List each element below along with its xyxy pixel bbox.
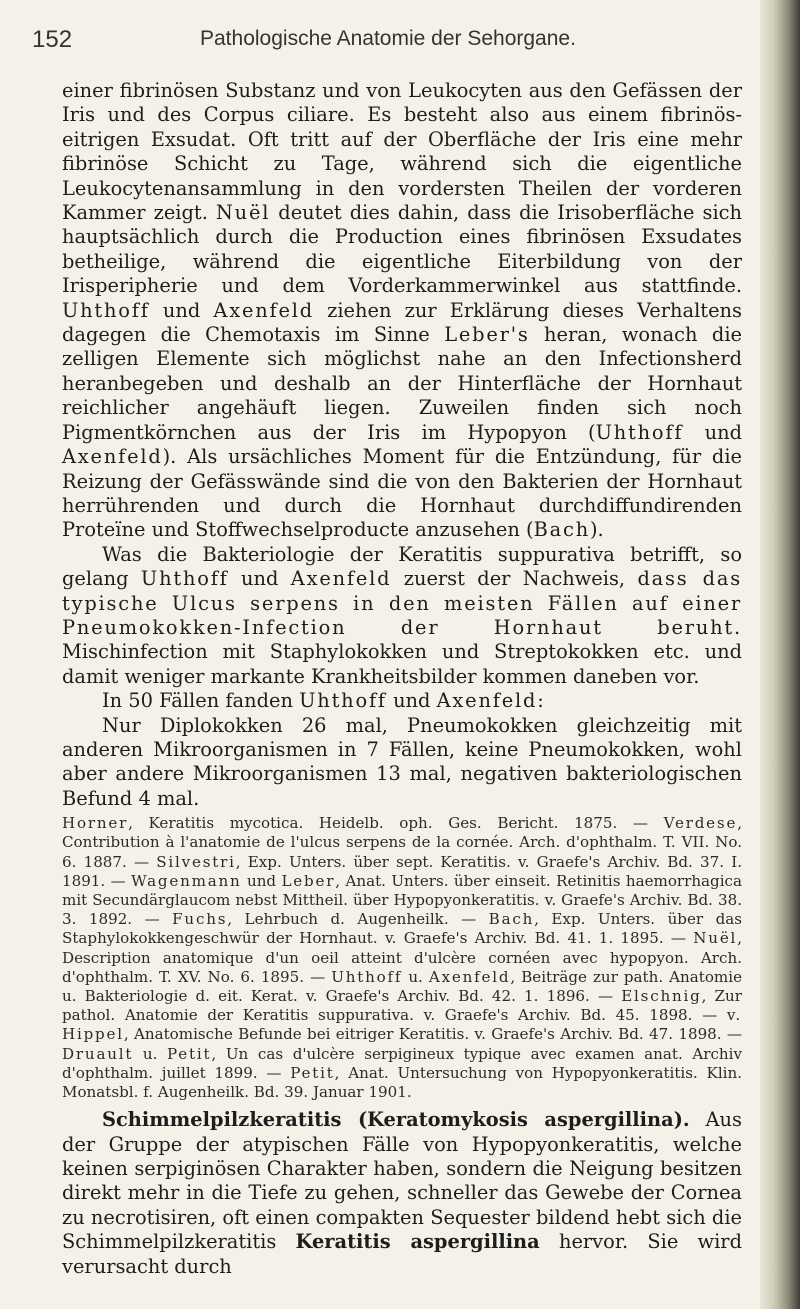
author-name: Axenfeld bbox=[62, 445, 163, 469]
paragraph-aspergillina: Schimmelpilzkeratitis (Keratomykosis aspergillina). Aus der Gruppe der atypischen Fälle von Hypopyonkeratitis, welche keinen serpiginösen Charakter haben, sondern die Neigung besitzen direkt mehr in die Tiefe zu gehen, schneller das Gewebe der Cornea zu necrotisiren, oft einen compakten Sequester bildend hebt sich die Schimmelpilzkeratitis Keratitis aspergillina hervor. Sie wird verursacht durch bbox=[62, 1108, 742, 1278]
paragraph-hypopyon-origin: einer fibrinösen Substanz und von Leukocyten aus den Gefässen der Iris und des Corpus ciliare. Es besteht also aus einem fibrinös-eitrigen Exsudat. Oft tritt auf der Oberfläche der Iris eine mehr fibrinöse Schicht zu Tage, während sich die eigentliche Leukocytenansammlung in den vordersten Theilen der vorderen Kammer zeigt. Nuël deutet dies dahin, dass die Irisoberfläche sich hauptsächlich durch die Production eines fibrinösen Exsudates betheilige, während die eigentliche Eiterbildung von der Irisperipherie und dem Vorderkammerwinkel aus stattfinde. Uhthoff und Axenfeld ziehen zur Erklärung dieses Verhaltens dagegen die Chemotaxis im Sinne Leber's heran, wonach die zelligen Elemente sich möglichst nahe an den Infectionsherd heranbegeben und deshalb an der Hinterfläche der Hornhaut reichlicher angehäuft liegen. Zuweilen finden sich noch Pigmentkörnchen aus der Iris im Hypopyon (Uhthoff und Axenfeld). Als ursächliches Moment für die Entzündung, für die Reizung der Gefässwände sind die von den Bakterien der Hornhaut herrührenden und durch die Hornhaut durchdiffundirenden Proteïne und Stoffwechselproducte anzusehen (Bach). bbox=[62, 79, 743, 542]
section-heading: Schimmelpilzkeratitis (Keratomykosis aspergillina). bbox=[102, 1108, 690, 1132]
author-name: Uhthoff bbox=[62, 298, 150, 322]
literature-references: Horner, Keratitis mycotica. Heidelb. oph. Ges. Bericht. 1875. — Verdese, Contribution à l'anatomie de l'ulcus serpens de la cornée. Arch. d'ophthalm. T. VII. No. 6. 1887. — Silvestri, Exp. Unters. über sept. Keratitis. v. Graefe's Archiv. Bd. 37. I. 1891. — Wagenmann und Leber, Anat. Unters. über einseit. Retinitis haemorrhagica mit Secundärglaucom nebst Mittheil. über Hypopyonkeratitis. v. Graefe's Archiv. Bd. 38. 3. 1892. — Fuchs, Lehrbuch d. Augenheilk. — Bach, Exp. Unters. über das Staphylokokkengeschwür der Hornhaut. v. Graefe's Archiv. Bd. 41. 1. 1895. — Nuël, Description anatomique d'un oeil atteint d'ulcère cornéen avec hypopyon. Arch. d'ophthalm. T. XV. No. 6. 1895. — Uhthoff u. Axenfeld, Beiträge zur path. Anatomie u. Bakteriologie d. eit. Kerat. v. Graefe's Archiv. Bd. 42. 1. 1896. — Elschnig, Zur pathol. Anatomie der Keratitis suppurativa. v. Graefe's Archiv. Bd. 45. 1898. — v. Hippel, Anatomische Befunde bei eitriger Keratitis. v. Graefe's Archiv. Bd. 47. 1898. — Druault u. Petit, Un cas d'ulcère serpigineux typique avec examen anat. Archiv d'ophthalm. juillet 1899. — Petit, Anat. Untersuchung von Hypopyonkeratitis. Klin. Monatsbl. f. Augenheilk. Bd. 39. Januar 1901. bbox=[62, 814, 742, 1102]
author-name: Axenfeld bbox=[290, 567, 392, 591]
author-name: Uhthoff bbox=[595, 420, 684, 444]
author-name: Leber's bbox=[444, 323, 530, 347]
emphasized-finding: dass das typische Ulcus serpens in den meisten Fällen auf einer Pneumokokken-Infection der Hornhaut beruht. bbox=[62, 567, 742, 639]
page-header bbox=[32, 26, 752, 66]
page-number: 152 bbox=[32, 26, 73, 53]
body-text bbox=[62, 79, 742, 1279]
paragraph-cases: In 50 Fällen fanden Uhthoff und Axenfeld: bbox=[102, 689, 544, 713]
page-edge-shadow bbox=[760, 0, 800, 1309]
running-title: Pathologische Anatomie der Sehorgane. bbox=[200, 27, 576, 50]
author-name: Axenfeld bbox=[213, 298, 314, 322]
paragraph-bacteriology: Was die Bakteriologie der Keratitis suppurativa betrifft, so gelang Uhthoff und Axenfeld zuerst der Nachweis, dass das typische Ulcus serpens in den meisten Fällen auf einer Pneumokokken-Infection der Hornhaut beruht. Mischinfection mit Staphylokokken und Streptokokken etc. und damit weniger markante Krankheitsbilder kommen daneben vor. bbox=[62, 542, 742, 688]
author-name: Axenfeld bbox=[436, 689, 538, 713]
author-name: Nuël bbox=[215, 201, 271, 225]
author-name: Bach bbox=[533, 518, 590, 542]
author-name: Uhthoff bbox=[140, 567, 229, 591]
author-name: Uhthoff bbox=[299, 689, 387, 713]
bold-term: Keratitis aspergillina bbox=[295, 1230, 540, 1254]
paragraph-case-results: Nur Diplokokken 26 mal, Pneumokokken gleichzeitig mit anderen Mikroorganismen in 7 Fällen, keine Pneumokokken, wohl aber andere Mikroorganismen 13 mal, negativen bakteriologischen Befund 4 mal. bbox=[62, 713, 742, 810]
